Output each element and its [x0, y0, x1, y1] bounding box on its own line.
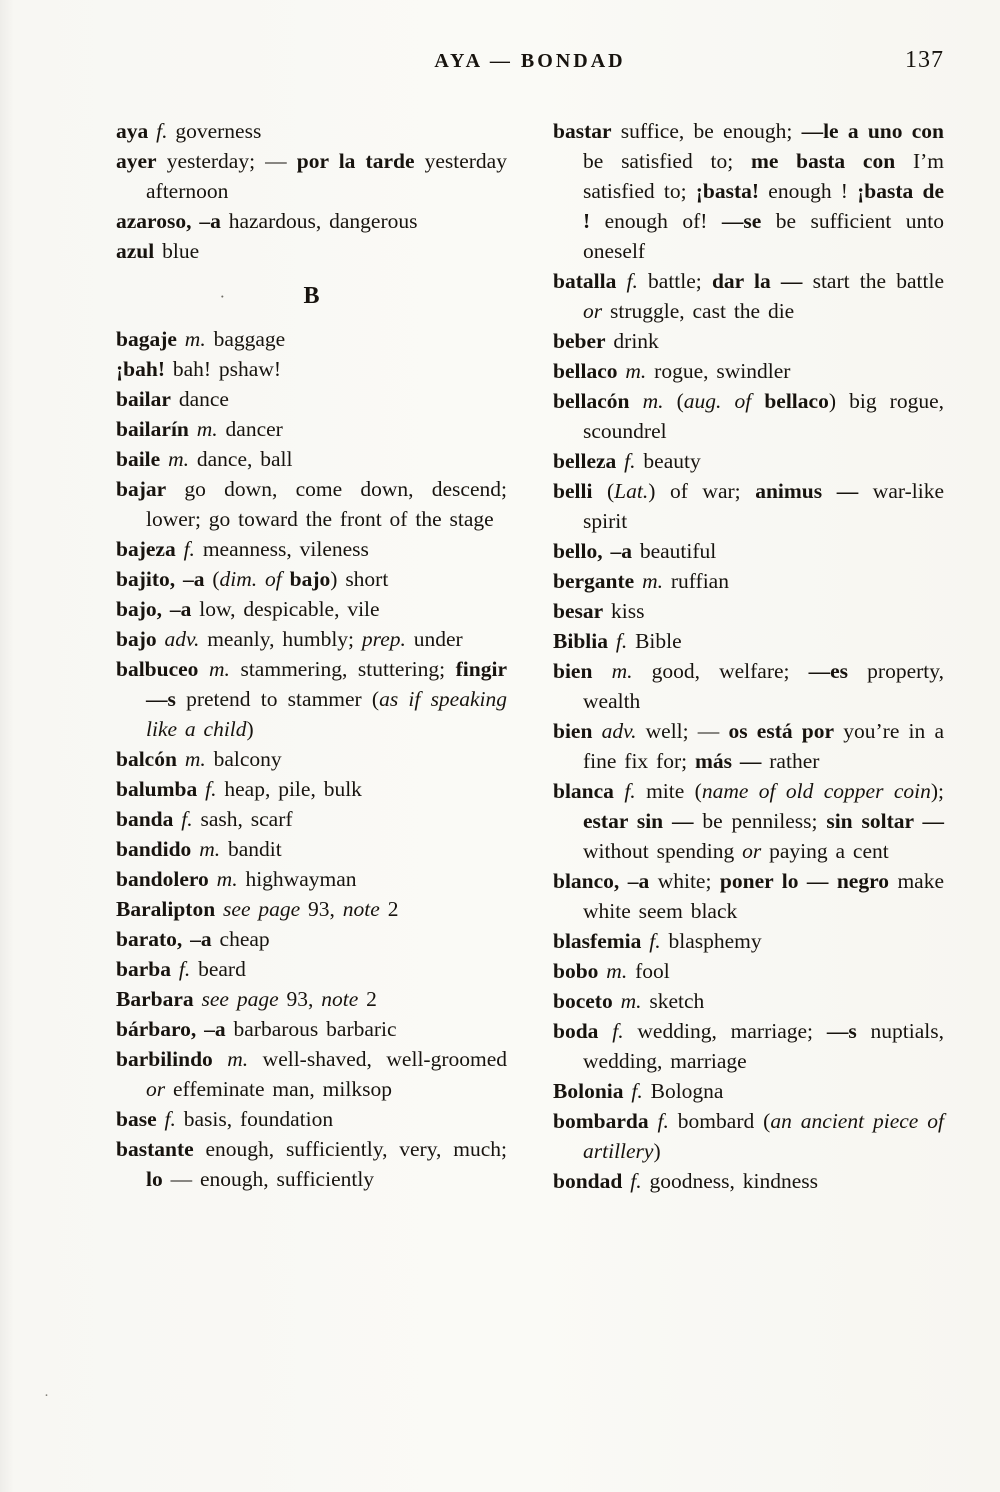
- headword: bobo: [553, 959, 607, 983]
- dictionary-entry: [116, 834, 507, 864]
- dictionary-entry: [553, 956, 944, 986]
- bold-phrase: fingir —s: [146, 657, 507, 711]
- italic-label: f.: [624, 779, 636, 803]
- headword: balbuceo: [116, 657, 209, 681]
- italic-label: m.: [196, 417, 218, 441]
- headword: bien: [553, 719, 602, 743]
- headword: bellacón: [553, 389, 643, 413]
- definition-text: bah! pshaw!: [164, 357, 282, 381]
- bold-phrase: dar la —: [711, 269, 803, 293]
- dictionary-entry: [553, 986, 944, 1016]
- bold-phrase: me basta con: [750, 149, 896, 173]
- definition-text: goodness, kindness: [641, 1169, 818, 1193]
- page-header: [116, 47, 944, 84]
- definition-text: baggage: [205, 327, 286, 351]
- italic-label: note: [321, 987, 359, 1011]
- definition-text: well-shaved, well-groomed: [248, 1047, 508, 1071]
- definition-text: go down, come down, descend; lower; go toward the front of the stage: [146, 477, 507, 531]
- definition-text: be sufficient unto oneself: [583, 209, 944, 263]
- italic-label: or: [146, 1077, 166, 1101]
- italic-label: m.: [209, 657, 230, 681]
- definition-text: drink: [605, 329, 659, 353]
- dictionary-entry: [116, 744, 507, 774]
- definition-text: meanness, vileness: [194, 537, 369, 561]
- definition-text: ): [653, 1139, 661, 1163]
- bold-phrase: más —: [694, 749, 762, 773]
- definition-text: ) short: [330, 567, 389, 591]
- headword: barba: [116, 957, 179, 981]
- dictionary-entry: [553, 1166, 944, 1196]
- dictionary-entry: [553, 266, 944, 326]
- italic-label: m.: [611, 659, 633, 683]
- bold-phrase: animus —: [755, 479, 859, 503]
- definition-text: stammering, stuttering;: [229, 657, 456, 681]
- headword: bajar: [116, 477, 167, 501]
- page-content: [116, 47, 945, 1196]
- definition-text: ruffian: [662, 569, 729, 593]
- definition-text: kiss: [603, 599, 645, 623]
- headword: barato, –a: [116, 927, 212, 951]
- definition-text: beard: [190, 957, 246, 981]
- bold-phrase: os está por: [728, 719, 835, 743]
- italic-label: adv.: [164, 627, 200, 651]
- italic-label: f.: [630, 1169, 642, 1193]
- italic-label: m.: [642, 389, 664, 413]
- headword: bajo: [116, 627, 165, 651]
- headword: bajito, –a: [116, 567, 205, 591]
- definition-text: battle;: [637, 269, 712, 293]
- dictionary-entry: [553, 536, 944, 566]
- italic-label: see page: [201, 987, 279, 1011]
- dictionary-entry: [553, 716, 944, 776]
- dictionary-entry: [553, 476, 944, 536]
- italic-label: prep.: [361, 627, 406, 651]
- italic-label: m.: [642, 569, 663, 593]
- definition-text: ) big rogue, scoundrel: [583, 389, 945, 443]
- dictionary-entry: [116, 864, 507, 894]
- definition-text: war-like spirit: [583, 479, 944, 533]
- italic-label: f.: [631, 1079, 643, 1103]
- dictionary-entry: [116, 924, 507, 954]
- definition-text: (: [204, 567, 220, 591]
- headword: blasfemia: [553, 929, 650, 953]
- italic-label: Lat.: [614, 479, 649, 503]
- dictionary-entry: [116, 354, 507, 384]
- bold-phrase: bellaco: [764, 389, 829, 413]
- headword: belleza: [553, 449, 625, 473]
- definition-text: effeminate man, milksop: [165, 1077, 392, 1101]
- headword: base: [116, 1107, 165, 1131]
- italic-label: aug. of: [683, 389, 752, 413]
- definition-text: be penniless;: [693, 809, 827, 833]
- dictionary-entry: [553, 446, 944, 476]
- definition-text: beautiful: [631, 539, 717, 563]
- headword: boceto: [553, 989, 621, 1013]
- definition-text: governess: [167, 119, 262, 143]
- header-title: AYA — BONDAD: [434, 50, 626, 72]
- definition-text: — enough, sufficiently: [162, 1167, 375, 1191]
- headword: Bolonia: [553, 1079, 632, 1103]
- headword: bello, –a: [553, 539, 632, 563]
- dictionary-entry: [553, 866, 944, 926]
- dictionary-entry: [553, 116, 944, 266]
- definition-text: paying a cent: [761, 839, 889, 863]
- definition-text: enough, sufficiently, very, much;: [193, 1137, 507, 1161]
- dictionary-entry: [553, 1106, 944, 1166]
- italic-label: m.: [625, 359, 647, 383]
- definition-text: under: [405, 627, 463, 651]
- definition-text: blasphemy: [660, 929, 762, 953]
- italic-label: m.: [184, 327, 206, 351]
- definition-text: be satisfied to;: [583, 149, 751, 173]
- definition-text: you’re in a fine fix for;: [583, 719, 944, 773]
- definition-text: I’m satisfied to;: [583, 149, 945, 203]
- italic-label: f.: [626, 269, 638, 293]
- bold-phrase: —s: [826, 1019, 857, 1043]
- definition-text: rogue, swindler: [646, 359, 791, 383]
- bold-phrase: —le a uno con: [801, 119, 945, 143]
- italic-label: or: [742, 839, 762, 863]
- dictionary-entry: [116, 1044, 507, 1104]
- italic-label: adv.: [601, 719, 637, 743]
- definition-text: barbarous barbaric: [225, 1017, 397, 1041]
- headword: barbilindo: [116, 1047, 228, 1071]
- italic-label: f.: [615, 629, 628, 653]
- italic-label: m.: [620, 989, 642, 1013]
- definition-text: sash, scarf: [192, 807, 293, 831]
- definition-text: mite (: [635, 779, 702, 803]
- italic-label: f.: [164, 1107, 176, 1131]
- headword: bellaco: [553, 359, 626, 383]
- bold-phrase: ¡basta!: [695, 179, 760, 203]
- italic-label: f.: [181, 807, 193, 831]
- definition-text: yesterday afternoon: [146, 149, 507, 203]
- dictionary-entry: [116, 206, 507, 236]
- bold-phrase: bajo: [289, 567, 331, 591]
- headword: bien: [553, 659, 612, 683]
- dictionary-entry: [116, 1134, 507, 1194]
- dictionary-entry: [116, 534, 507, 564]
- dictionary-entry: [553, 926, 944, 956]
- bold-phrase: —se: [721, 209, 762, 233]
- definition-text: good, welfare;: [632, 659, 809, 683]
- italic-label: name of old copper coin: [701, 779, 931, 803]
- italic-label: f.: [156, 119, 168, 143]
- headword: bergante: [553, 569, 643, 593]
- dictionary-entry: [553, 386, 944, 446]
- italic-label: as if speaking like a child: [146, 687, 507, 741]
- definition-text: low, despicable, vile: [191, 597, 380, 621]
- page-number: 137: [905, 47, 944, 73]
- italic-label: m.: [168, 447, 189, 471]
- headword: bandolero: [116, 867, 217, 891]
- definition-text: property, wealth: [583, 659, 944, 713]
- italic-label: see page: [223, 897, 301, 921]
- dictionary-entry: [116, 324, 507, 354]
- headword: bailar: [116, 387, 171, 411]
- dictionary-entry: [553, 656, 944, 716]
- dictionary-entry: [116, 654, 507, 744]
- definition-text: Bible: [627, 629, 682, 653]
- dictionary-entry: [553, 1016, 944, 1076]
- definition-text: dancer: [217, 417, 283, 441]
- headword: bastante: [116, 1137, 194, 1161]
- italic-label: f.: [624, 449, 636, 473]
- dictionary-entry: [116, 1104, 507, 1134]
- headword: bajeza: [116, 537, 184, 561]
- italic-label: or: [583, 299, 603, 323]
- headword: ayer: [116, 149, 157, 173]
- definition-text: pretend to stammer (: [175, 687, 380, 711]
- definition-text: struggle, cast the die: [602, 299, 795, 323]
- column-right: [553, 116, 944, 1196]
- definition-text: [282, 567, 290, 591]
- definition-text: yesterday; —: [156, 149, 297, 173]
- headword: azul: [116, 239, 155, 263]
- italic-label: f.: [649, 929, 661, 953]
- bold-phrase: poner lo — negro: [719, 869, 889, 893]
- definition-text: beauty: [635, 449, 701, 473]
- headword: batalla: [553, 269, 627, 293]
- definition-text: meanly, humbly;: [199, 627, 362, 651]
- column-left: [116, 116, 507, 1196]
- definition-text: ) of war;: [648, 479, 756, 503]
- italic-label: f.: [205, 777, 217, 801]
- definition-text: [751, 389, 764, 413]
- dictionary-entry: [116, 1014, 507, 1044]
- definition-text: 93,: [300, 897, 343, 921]
- italic-label: f.: [657, 1109, 669, 1133]
- definition-text: bombard (: [668, 1109, 771, 1133]
- dictionary-entry: [553, 356, 944, 386]
- dictionary-entry: [116, 804, 507, 834]
- dictionary-entry: [116, 116, 507, 146]
- definition-text: Bologna: [642, 1079, 724, 1103]
- definition-text: wedding, marriage;: [623, 1019, 827, 1043]
- italic-label: note: [342, 897, 380, 921]
- headword: balcón: [116, 747, 185, 771]
- bold-phrase: sin soltar —: [826, 809, 944, 833]
- italic-label: f.: [183, 537, 195, 561]
- dictionary-entry: [116, 474, 507, 534]
- headword: balumba: [116, 777, 206, 801]
- definition-text: (: [663, 389, 684, 413]
- headword: bastar: [553, 119, 612, 143]
- italic-label: dim. of: [219, 567, 282, 591]
- definition-text: dance, ball: [188, 447, 293, 471]
- definition-text: (: [592, 479, 615, 503]
- definition-text: well; —: [636, 719, 729, 743]
- italic-label: m.: [227, 1047, 249, 1071]
- definition-text: nuptials, wedding, marriage: [583, 1019, 944, 1073]
- dictionary-entry: [116, 894, 507, 924]
- definition-text: bandit: [220, 837, 282, 861]
- dictionary-columns: [116, 116, 944, 1196]
- italic-label: an ancient piece of artillery: [583, 1109, 945, 1163]
- definition-text: highwayman: [237, 867, 357, 891]
- definition-text: cheap: [211, 927, 270, 951]
- headword: bajo, –a: [116, 597, 192, 621]
- dictionary-entry: [116, 774, 507, 804]
- dictionary-entry: [553, 626, 944, 656]
- headword: belli: [553, 479, 593, 503]
- definition-text: basis, foundation: [175, 1107, 334, 1131]
- headword: beber: [553, 329, 606, 353]
- definition-text: 2: [358, 987, 377, 1011]
- definition-text: white;: [649, 869, 720, 893]
- bold-phrase: ¡basta de !: [583, 179, 944, 233]
- headword: Barbara: [116, 987, 202, 1011]
- dictionary-entry: [116, 236, 507, 266]
- dictionary-entry: [553, 596, 944, 626]
- italic-label: m.: [216, 867, 238, 891]
- dictionary-entry: [116, 984, 507, 1014]
- dictionary-entry: [116, 414, 507, 444]
- definition-text: without spending: [583, 839, 743, 863]
- dictionary-entry: [116, 954, 507, 984]
- definition-text: sketch: [641, 989, 705, 1013]
- definition-text: hazardous, dangerous: [220, 209, 418, 233]
- dictionary-entry: [553, 1076, 944, 1106]
- headword: bombarda: [553, 1109, 658, 1133]
- headword: besar: [553, 599, 604, 623]
- headword: baile: [116, 447, 169, 471]
- definition-text: balcony: [205, 747, 282, 771]
- definition-text: );: [930, 779, 944, 803]
- bold-phrase: por la tarde: [296, 149, 415, 173]
- headword: bailarín: [116, 417, 197, 441]
- bold-phrase: —es: [808, 659, 849, 683]
- section-heading: · B: [116, 281, 507, 311]
- dictionary-entry: [553, 776, 944, 866]
- headword: aya: [116, 119, 157, 143]
- definition-text: start the battle: [802, 269, 944, 293]
- definition-text: make white seem black: [583, 869, 945, 923]
- definition-text: enough of!: [590, 209, 722, 233]
- bold-phrase: estar sin —: [583, 809, 694, 833]
- headword: bárbaro, –a: [116, 1017, 226, 1041]
- headword: banda: [116, 807, 182, 831]
- italic-label: m.: [199, 837, 221, 861]
- definition-text: heap, pile, bulk: [216, 777, 362, 801]
- headword: Biblia: [553, 629, 616, 653]
- dictionary-entry: [116, 384, 507, 414]
- definition-text: blue: [154, 239, 200, 263]
- definition-text: dance: [170, 387, 229, 411]
- italic-label: m.: [606, 959, 628, 983]
- italic-label: m.: [184, 747, 206, 771]
- definition-text: 2: [379, 897, 399, 921]
- headword: bandido: [116, 837, 200, 861]
- definition-text: fool: [627, 959, 670, 983]
- definition-text: suffice, be enough;: [611, 119, 802, 143]
- definition-text: 93,: [278, 987, 322, 1011]
- dictionary-entry: [553, 566, 944, 596]
- definition-text: rather: [761, 749, 820, 773]
- headword: boda: [553, 1019, 613, 1043]
- definition-text: ): [246, 717, 254, 741]
- italic-label: f.: [612, 1019, 624, 1043]
- headword: blanca: [553, 779, 625, 803]
- bold-phrase: lo: [146, 1167, 163, 1191]
- headword: bondad: [553, 1169, 631, 1193]
- dictionary-entry: [116, 146, 507, 206]
- dictionary-entry: [553, 326, 944, 356]
- definition-text: enough !: [759, 179, 858, 203]
- dictionary-entry: [116, 564, 507, 594]
- italic-label: f.: [178, 957, 191, 981]
- headword: bagaje: [116, 327, 185, 351]
- dictionary-entry: [116, 594, 507, 624]
- headword: ¡bah!: [116, 357, 165, 381]
- dictionary-entry: [116, 624, 507, 654]
- dictionary-entry: [116, 444, 507, 474]
- headword: blanco, –a: [553, 869, 650, 893]
- headword: azaroso, –a: [116, 209, 221, 233]
- headword: Baralipton: [116, 897, 224, 921]
